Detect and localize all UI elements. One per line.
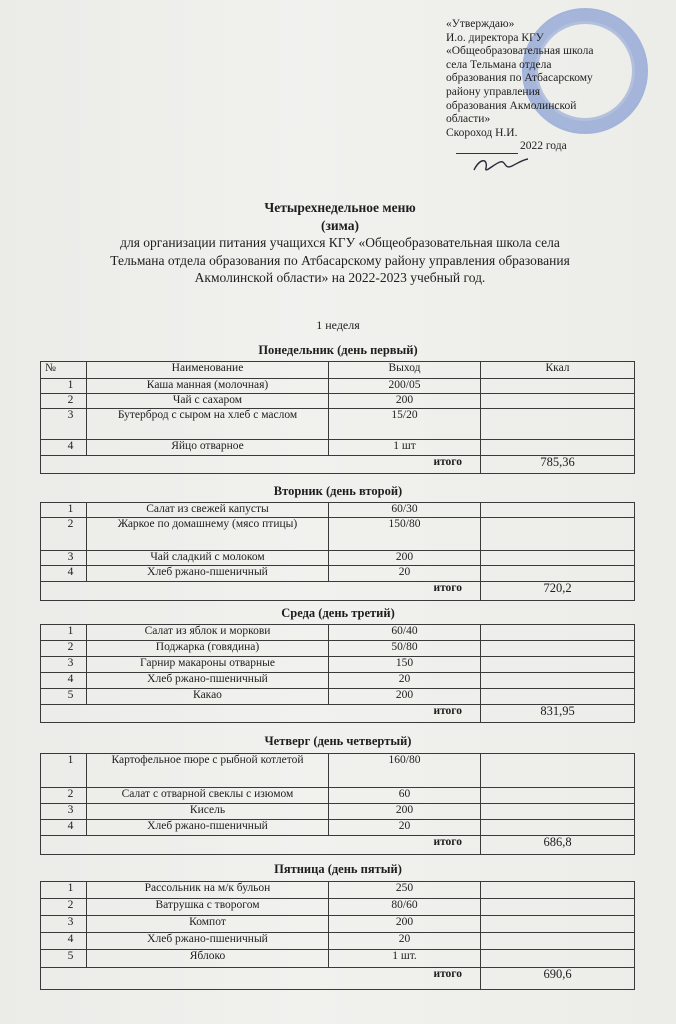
item-out: 250 (329, 882, 481, 899)
item-name: Компот (87, 916, 329, 933)
item-kcal (481, 518, 635, 551)
total-value: 720,2 (481, 582, 635, 601)
item-kcal (481, 641, 635, 657)
item-out: 200 (329, 551, 481, 566)
day-title-tuesday: Вторник (день второй) (273, 484, 403, 498)
item-num: 4 (41, 440, 87, 456)
menu-table-monday (40, 361, 635, 474)
total-label: итого (41, 456, 481, 474)
item-out: 20 (329, 673, 481, 689)
table-row (41, 673, 635, 689)
total-value: 690,6 (481, 968, 635, 990)
table-row (41, 566, 635, 582)
header-kcal: Ккал (481, 362, 635, 379)
table-row (41, 518, 635, 551)
item-kcal (481, 916, 635, 933)
item-kcal (481, 394, 635, 409)
item-name: Рассольник на м/к бульон (87, 882, 329, 899)
item-out: 200/05 (329, 379, 481, 394)
item-kcal (481, 625, 635, 641)
item-out: 50/80 (329, 641, 481, 657)
table-row (41, 409, 635, 440)
item-kcal (481, 788, 635, 804)
item-kcal (481, 503, 635, 518)
item-num: 5 (41, 950, 87, 968)
total-row (41, 705, 635, 723)
item-name: Хлеб ржано-пшеничный (87, 933, 329, 950)
total-row (41, 456, 635, 474)
item-num: 1 (41, 503, 87, 518)
table-row (41, 657, 635, 673)
item-out: 150 (329, 657, 481, 673)
item-out: 200 (329, 394, 481, 409)
item-num: 4 (41, 820, 87, 836)
menu-table-tuesday (40, 502, 635, 601)
item-out: 200 (329, 689, 481, 705)
item-kcal (481, 379, 635, 394)
signature-underline (456, 143, 518, 154)
item-out: 200 (329, 916, 481, 933)
item-num: 2 (41, 518, 87, 551)
table-row (41, 950, 635, 968)
total-row (41, 968, 635, 990)
approval-line: области» (446, 113, 491, 126)
header-name: Наименование (87, 362, 329, 379)
item-kcal (481, 820, 635, 836)
item-out: 20 (329, 933, 481, 950)
table-row (41, 754, 635, 788)
item-num: 1 (41, 379, 87, 394)
table-row (41, 689, 635, 705)
title-season: (зима) (320, 217, 360, 233)
table-row (41, 916, 635, 933)
item-num: 3 (41, 804, 87, 820)
item-out: 60/40 (329, 625, 481, 641)
title-line: Акмолинской области» на 2022-2023 учебный год. (194, 270, 486, 285)
approval-line: И.о. директора КГУ (446, 31, 544, 44)
item-out: 60/30 (329, 503, 481, 518)
total-label: итого (41, 582, 481, 601)
item-out: 160/80 (329, 754, 481, 788)
item-kcal (481, 673, 635, 689)
table-row (41, 820, 635, 836)
day-title-thursday: Четверг (день четвертый) (264, 734, 412, 748)
item-name: Гарнир макароны отварные (87, 657, 329, 673)
item-num: 2 (41, 641, 87, 657)
table-row (41, 503, 635, 518)
table-row (41, 899, 635, 916)
table-row (41, 551, 635, 566)
approval-line: Скороход Н.И. (446, 126, 518, 139)
total-value: 785,36 (481, 456, 635, 474)
item-name: Ватрушка с творогом (87, 899, 329, 916)
header-out: Выход (329, 362, 481, 379)
item-out: 200 (329, 804, 481, 820)
approval-line: району управления (446, 85, 541, 98)
approval-year: 2022 года (520, 140, 567, 153)
item-num: 1 (41, 625, 87, 641)
item-num: 4 (41, 673, 87, 689)
item-name: Хлеб ржано-пшеничный (87, 673, 329, 689)
signature-line (446, 140, 661, 154)
item-num: 5 (41, 689, 87, 705)
approval-line: «Общеобразовательная школа (446, 45, 594, 58)
item-out: 1 шт. (329, 950, 481, 968)
item-name: Картофельное пюре с рыбной котлетой (87, 754, 329, 788)
approval-block (446, 18, 661, 154)
item-name: Яйцо отварное (87, 440, 329, 456)
total-label: итого (41, 836, 481, 855)
item-name: Чай сладкий с молоком (87, 551, 329, 566)
item-out: 1 шт (329, 440, 481, 456)
item-name: Поджарка (говядина) (87, 641, 329, 657)
item-num: 3 (41, 551, 87, 566)
document-title (60, 199, 620, 287)
item-out: 150/80 (329, 518, 481, 551)
item-name: Жаркое по домашнему (мясо птицы) (87, 518, 329, 551)
item-num: 2 (41, 394, 87, 409)
table-row (41, 394, 635, 409)
item-kcal (481, 440, 635, 456)
item-name: Каша манная (молочная) (87, 379, 329, 394)
item-kcal (481, 950, 635, 968)
table-row (41, 933, 635, 950)
item-num: 3 (41, 409, 87, 440)
item-name: Хлеб ржано-пшеничный (87, 820, 329, 836)
total-label: итого (41, 705, 481, 723)
menu-table-friday (40, 881, 635, 990)
item-kcal (481, 804, 635, 820)
table-row (41, 788, 635, 804)
approval-line: образования Акмолинской (446, 99, 577, 112)
item-kcal (481, 754, 635, 788)
item-name: Салат с отварной свеклы с изюмом (87, 788, 329, 804)
day-title-wednesday: Среда (день третий) (281, 606, 395, 620)
total-row (41, 582, 635, 601)
item-out: 60 (329, 788, 481, 804)
table-header-row (41, 362, 635, 379)
item-name: Бутерброд с сыром на хлеб с маслом (87, 409, 329, 440)
table-row (41, 625, 635, 641)
approval-line: «Утверждаю» (446, 18, 515, 30)
item-num: 2 (41, 788, 87, 804)
table-row (41, 804, 635, 820)
item-kcal (481, 882, 635, 899)
day-title-friday: Пятница (день пятый) (274, 862, 402, 876)
item-name: Кисель (87, 804, 329, 820)
item-num: 3 (41, 916, 87, 933)
item-kcal (481, 689, 635, 705)
item-num: 3 (41, 657, 87, 673)
header-num: № (41, 362, 87, 379)
day-title-monday: Понедельник (день первый) (258, 343, 418, 357)
title-line: для организации питания учащихся КГУ «Общеобразовательная школа села (120, 235, 560, 250)
item-name: Чай с сахаром (87, 394, 329, 409)
table-row (41, 641, 635, 657)
approval-line: образования по Атбасарскому (446, 72, 593, 85)
title-line: Тельмана отдела образования по Атбасарскому району управления образования (110, 252, 570, 268)
item-out: 15/20 (329, 409, 481, 440)
item-out: 20 (329, 566, 481, 582)
item-num: 2 (41, 899, 87, 916)
approval-line: села Тельмана отдела (446, 58, 552, 71)
item-name: Яблоко (87, 950, 329, 968)
item-name: Салат из яблок и моркови (87, 625, 329, 641)
table-row (41, 440, 635, 456)
table-row (41, 882, 635, 899)
item-kcal (481, 899, 635, 916)
item-num: 4 (41, 566, 87, 582)
handwritten-signature (470, 154, 530, 176)
item-num: 1 (41, 754, 87, 788)
item-out: 80/60 (329, 899, 481, 916)
total-value: 686,8 (481, 836, 635, 855)
item-kcal (481, 551, 635, 566)
item-num: 4 (41, 933, 87, 950)
total-label: итого (41, 968, 481, 990)
item-name: Хлеб ржано-пшеничный (87, 566, 329, 582)
item-kcal (481, 933, 635, 950)
title-line: Четырехнедельное меню (264, 200, 416, 215)
item-name: Какао (87, 689, 329, 705)
item-kcal (481, 409, 635, 440)
menu-table-wednesday (40, 624, 635, 723)
total-row (41, 836, 635, 855)
item-kcal (481, 566, 635, 582)
menu-table-thursday (40, 753, 635, 855)
item-out: 20 (329, 820, 481, 836)
table-row (41, 379, 635, 394)
item-kcal (481, 657, 635, 673)
total-value: 831,95 (481, 705, 635, 723)
item-name: Салат из свежей капусты (87, 503, 329, 518)
week-label: 1 неделя (316, 318, 360, 332)
item-num: 1 (41, 882, 87, 899)
